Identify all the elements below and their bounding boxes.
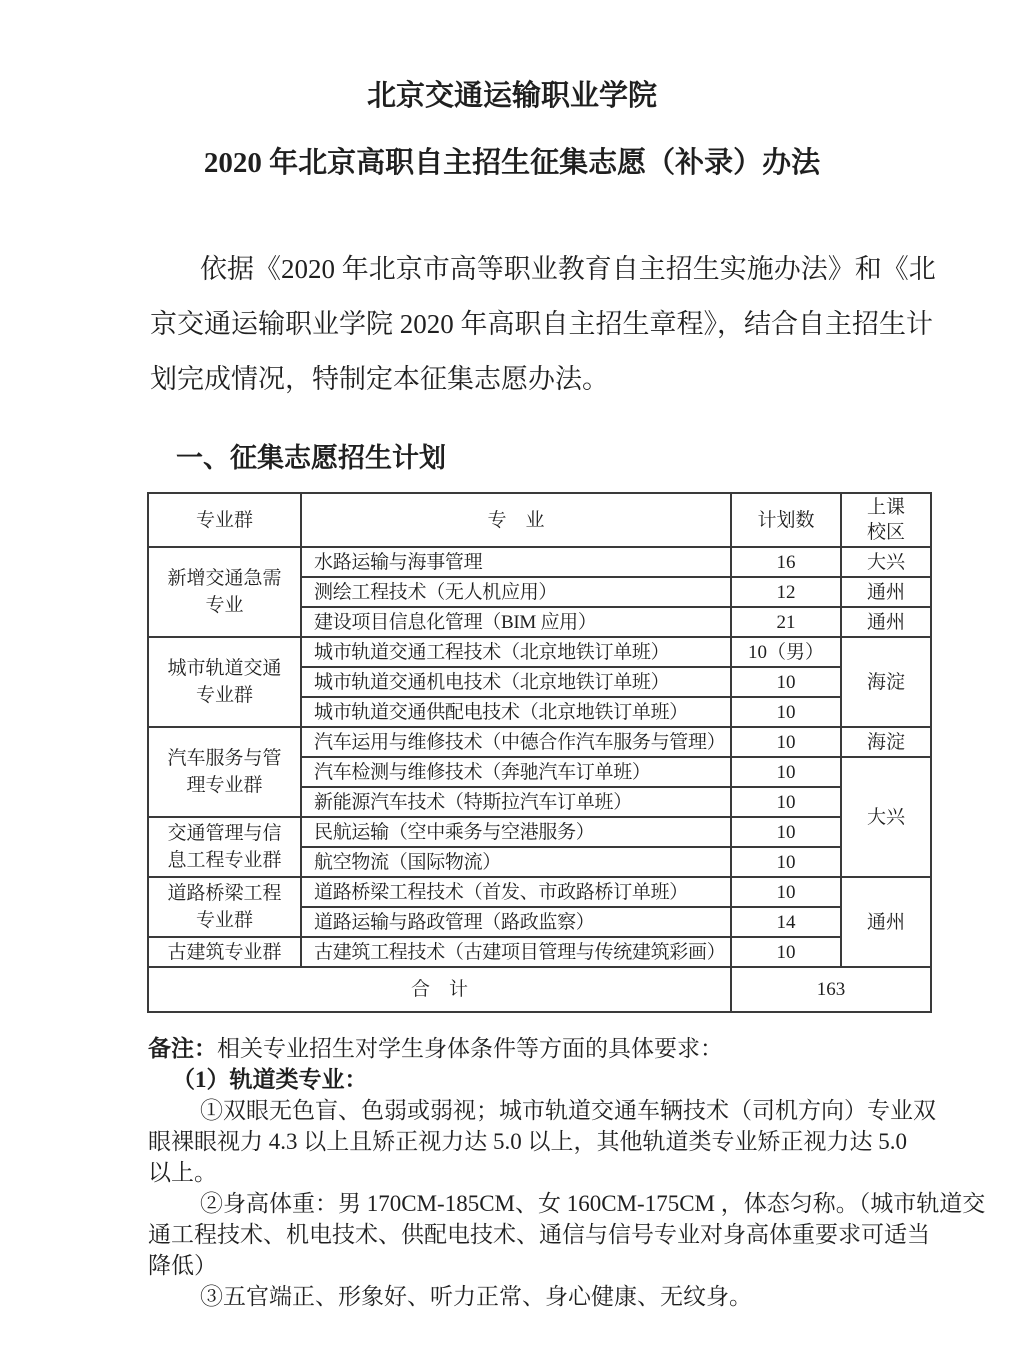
- cell-group: 新增交通急需专业: [148, 547, 301, 637]
- cell-plan: 10: [731, 757, 841, 787]
- header-plan-count: 计划数: [731, 493, 841, 547]
- table-total-row: [148, 967, 931, 1012]
- table-header-row: [148, 493, 931, 547]
- table-row: [148, 877, 931, 907]
- note-line: 通工程技术、机电技术、供配电技术、通信与信号专业对身高体重要求可适当: [148, 1222, 930, 1247]
- cell-campus: 通州: [841, 577, 931, 607]
- cell-plan: 16: [731, 547, 841, 577]
- note-line: ③五官端正、形象好、听力正常、身心健康、无纹身。: [200, 1284, 752, 1309]
- note-group-heading: （1）轨道类专业：: [172, 1067, 368, 1092]
- cell-campus: 海淀: [841, 727, 931, 757]
- cell-plan: 10: [731, 787, 841, 817]
- cell-plan: 14: [731, 907, 841, 937]
- table-row: [148, 547, 931, 577]
- intro-paragraph: [150, 242, 936, 407]
- cell-major: 道路桥梁工程技术（首发、市政路桥订单班）: [301, 877, 731, 907]
- table-row: [148, 637, 931, 667]
- note-line: 降低）: [148, 1253, 217, 1278]
- cell-group: 古建筑专业群: [148, 937, 301, 967]
- doc-title-line1: 北京交通运输职业学院: [366, 80, 657, 112]
- cell-group: 交通管理与信息工程专业群: [148, 817, 301, 877]
- intro-line: 京交通运输职业学院 2020 年高职自主招生章程》，结合自主招生计: [150, 309, 933, 339]
- cell-group: 汽车服务与管理专业群: [148, 727, 301, 817]
- note-line: ①双眼无色盲、色弱或弱视；城市轨道交通车辆技术（司机方向）专业双: [200, 1098, 936, 1123]
- cell-campus: 大兴: [841, 547, 931, 577]
- cell-plan: 10: [731, 727, 841, 757]
- cell-major: 古建筑工程技术（古建项目管理与传统建筑彩画）: [301, 937, 731, 967]
- cell-major: 汽车检测与维修技术（奔驰汽车订单班）: [301, 757, 731, 787]
- section1-heading: 一、征集志愿招生计划: [176, 443, 446, 473]
- note-remark-line: [148, 1033, 884, 1064]
- cell-campus: 海淀: [841, 637, 931, 727]
- header-major-group: 专业群: [148, 493, 301, 547]
- cell-group: 道路桥梁工程专业群: [148, 877, 301, 937]
- enrollment-plan-table: [147, 492, 932, 1013]
- header-major: 专 业: [301, 493, 731, 547]
- header-campus: 上课校区: [841, 493, 931, 547]
- intro-line: 依据《2020 年北京市高等职业教育自主招生实施办法》和《北: [200, 254, 936, 284]
- cell-campus: 通州: [841, 877, 931, 967]
- cell-major: 汽车运用与维修技术（中德合作汽车服务与管理）: [301, 727, 731, 757]
- table-row: [148, 937, 931, 967]
- cell-campus: 大兴: [841, 757, 931, 877]
- note-remark-label: 备注：: [148, 1036, 217, 1061]
- note-line: 眼裸眼视力 4.3 以上且矫正视力达 5.0 以上，其他轨道类专业矫正视力达 5.0: [148, 1129, 907, 1154]
- intro-line: 划完成情况，特制定本征集志愿办法。: [150, 364, 609, 394]
- note-remark-text: 相关专业招生对学生身体条件等方面的具体要求：: [217, 1036, 723, 1061]
- cell-major: 民航运输（空中乘务与空港服务）: [301, 817, 731, 847]
- cell-plan: 10: [731, 847, 841, 877]
- cell-plan: 10: [731, 817, 841, 847]
- cell-major: 城市轨道交通机电技术（北京地铁订单班）: [301, 667, 731, 697]
- cell-major: 建设项目信息化管理（BIM 应用）: [301, 607, 731, 637]
- total-label-cell: 合 计: [148, 967, 731, 1012]
- cell-plan: 10: [731, 877, 841, 907]
- cell-plan: 10: [731, 937, 841, 967]
- notes-section: [148, 1033, 986, 1312]
- cell-plan: 12: [731, 577, 841, 607]
- note-line: 以上。: [148, 1160, 217, 1185]
- cell-plan: 10: [731, 697, 841, 727]
- note-line: ②身高体重：男 170CM-185CM、女 160CM-175CM ，体态匀称。（城市轨道交: [200, 1191, 986, 1216]
- cell-plan: 10: [731, 667, 841, 697]
- cell-major: 新能源汽车技术（特斯拉汽车订单班）: [301, 787, 731, 817]
- doc-title-line2: 2020 年北京高职自主招生征集志愿（补录）办法: [203, 147, 821, 179]
- cell-major: 航空物流（国际物流）: [301, 847, 731, 877]
- cell-major: 道路运输与路政管理（路政监察）: [301, 907, 731, 937]
- cell-major: 测绘工程技术（无人机应用）: [301, 577, 731, 607]
- table-row: [148, 727, 931, 757]
- cell-major: 城市轨道交通工程技术（北京地铁订单班）: [301, 637, 731, 667]
- cell-group: 城市轨道交通专业群: [148, 637, 301, 727]
- total-value-cell: 163: [731, 967, 931, 1012]
- cell-major: 城市轨道交通供配电技术（北京地铁订单班）: [301, 697, 731, 727]
- cell-campus: 通州: [841, 607, 931, 637]
- cell-plan: 21: [731, 607, 841, 637]
- cell-plan: 10（男）: [731, 637, 841, 667]
- cell-major: 水路运输与海事管理: [301, 547, 731, 577]
- table-row: [148, 817, 931, 847]
